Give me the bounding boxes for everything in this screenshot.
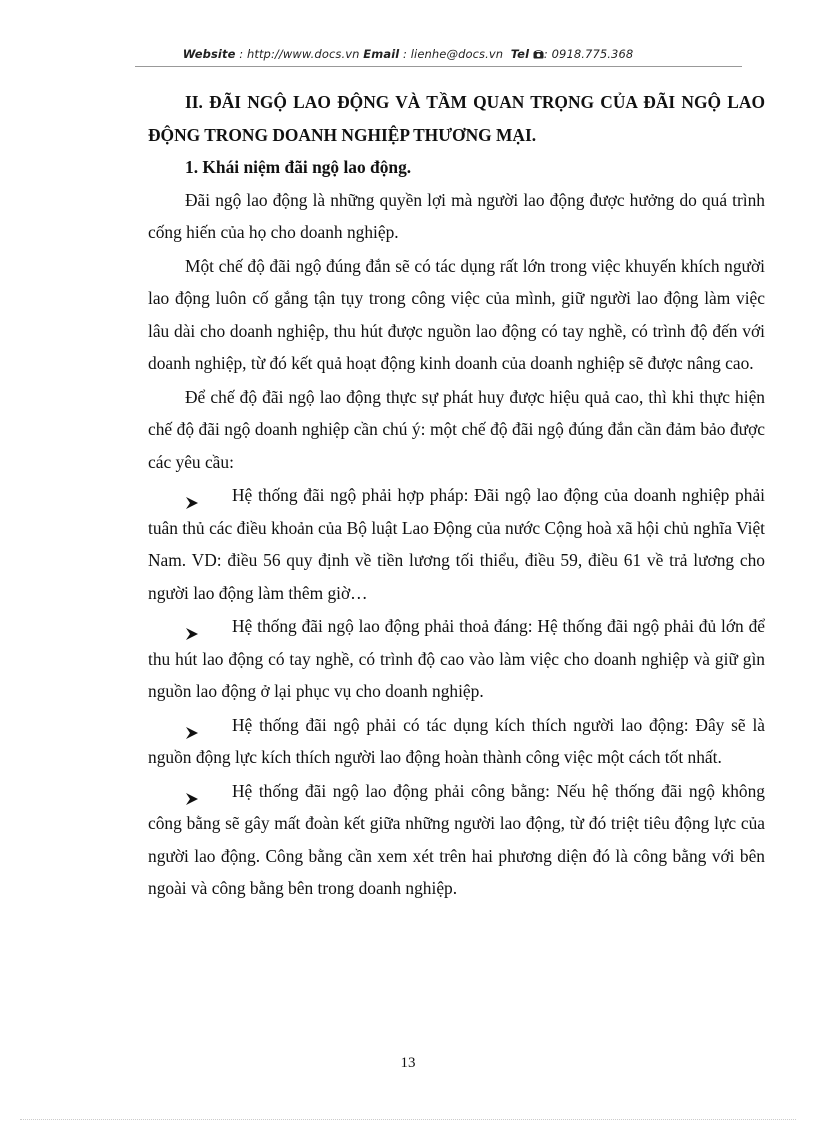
page-number: 13	[400, 1055, 416, 1071]
arrow-bullet-icon	[185, 718, 199, 732]
email-value[interactable]: : lienhe@docs.vn	[399, 47, 504, 61]
bullet-text: Hệ thống đãi ngộ lao động phải thoả đáng: Hệ thống đãi ngộ phải đủ lớn để thu hút lao động có tay nghề, có trình độ cao vào làm việc cho doanh nghiệp và giữ gìn nguồn lao động ở lại phục vụ cho doanh nghiệp.	[148, 616, 765, 701]
website-label: Website	[182, 47, 236, 61]
tel-label: Tel	[510, 47, 530, 61]
bullet-text: Hệ thống đãi ngộ lao động phải công bằng: Nếu hệ thống đãi ngộ không công bằng sẽ gây mất đoàn kết giữa những người lao động, từ đó triệt tiêu động lực của người lao động. Công bằng cần xem xét trên hai phương diện đó là công bằng với bên ngoài và công bằng bên trong doanh nghiệp.	[148, 780, 765, 898]
email-label: Email	[363, 47, 400, 61]
arrow-bullet-icon	[185, 784, 199, 798]
paragraph: Để chế độ đãi ngộ lao động thực sự phát huy được hiệu quả cao, thì khi thực hiện chế độ đãi ngộ doanh nghiệp cần chú ý: một chế độ đãi ngộ đúng đắn cần đảm bảo được các yêu cầu:	[148, 386, 765, 472]
bullet-item	[148, 709, 765, 774]
header-divider	[135, 66, 742, 67]
bullet-item	[148, 610, 765, 708]
document-body	[148, 86, 765, 905]
bullet-text: Hệ thống đãi ngộ phải có tác dụng kích thích người lao động: Đây sẽ là nguồn động lực kích thích người lao động hoàn thành công việc một cách tốt nhất.	[148, 714, 765, 767]
bullet-item	[148, 775, 765, 905]
website-value[interactable]: : http://www.docs.vn	[235, 47, 360, 61]
tel-value: : 0918.775.368	[543, 47, 634, 61]
bullet-item	[148, 479, 765, 609]
arrow-bullet-icon	[185, 619, 199, 633]
page-header	[0, 47, 816, 61]
arrow-bullet-icon	[185, 488, 199, 502]
page-bottom-edge	[20, 1119, 796, 1120]
paragraph: Đãi ngộ lao động là những quyền lợi mà người lao động được hưởng do quá trình cống hiến của họ cho doanh nghiệp.	[148, 189, 765, 242]
paragraph: Một chế độ đãi ngộ đúng đắn sẽ có tác dụng rất lớn trong việc khuyến khích người lao động luôn cố gắng tận tụy trong công việc của mình, giữ người lao động làm việc lâu dài cho doanh nghiệp, thu hút được nguồn lao động có tay nghề, có trình độ đến với doanh nghiệp, từ đó kết quả hoạt động kinh doanh của doanh nghiệp sẽ được nâng cao.	[148, 255, 765, 373]
telephone-icon	[533, 47, 544, 61]
section-title: II. ĐÃI NGỘ LAO ĐỘNG VÀ TẦM QUAN TRỌNG CỦA ĐÃI NGỘ LAO ĐỘNG TRONG DOANH NGHIỆP THƯƠNG MẠI.	[148, 92, 765, 145]
bullet-text: Hệ thống đãi ngộ phải hợp pháp: Đãi ngộ lao động của doanh nghiệp phải tuân thủ các điều khoản của Bộ luật Lao Động của nước Cộng hoà xã hội chủ nghĩa Việt Nam. VD: điều 56 quy định về tiền lương tối thiểu, điều 59, điều 61 về trả lương cho người lao động làm thêm giờ…	[148, 485, 765, 603]
subsection-title: 1. Khái niệm đãi ngộ lao động.	[185, 157, 412, 177]
